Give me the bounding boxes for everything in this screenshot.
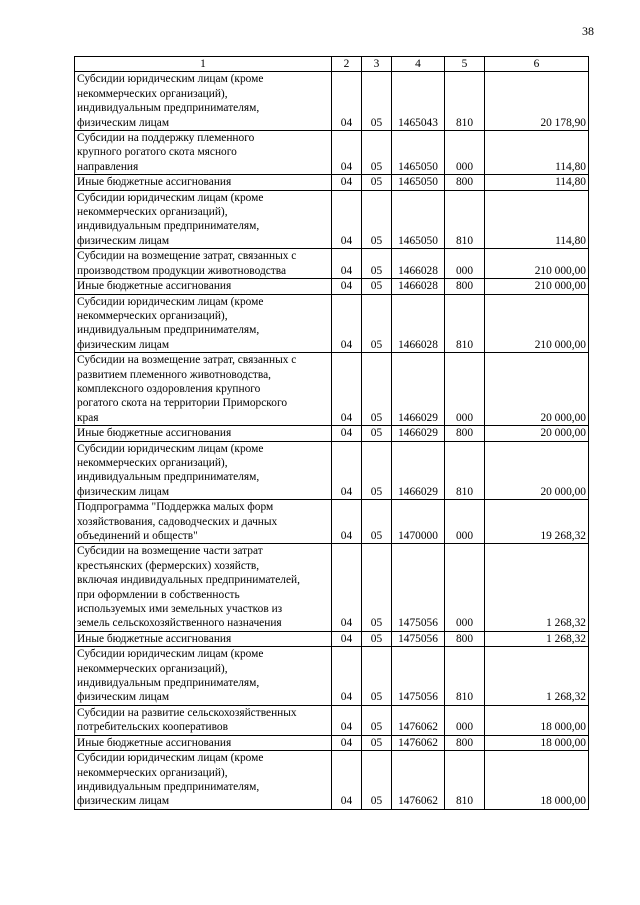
row-name: Иные бюджетные ассигнования xyxy=(75,631,332,646)
row-expense-type: 000 xyxy=(445,500,485,544)
table-row xyxy=(75,544,589,631)
table-row xyxy=(75,353,589,426)
row-amount: 20 000,00 xyxy=(485,353,589,426)
row-target-code: 1466029 xyxy=(392,426,445,441)
row-subsection: 05 xyxy=(362,353,392,426)
row-amount: 114,80 xyxy=(485,131,589,175)
row-subsection: 05 xyxy=(362,175,392,190)
table-row xyxy=(75,72,589,131)
row-section: 04 xyxy=(332,631,362,646)
row-name: Субсидии на развитие сельскохозяйственных потребительских кооперативов xyxy=(75,705,332,735)
row-name: Субсидии юридическим лицам (кроме некоммерческих организаций), индивидуальным предпринимателям, физическим лицам xyxy=(75,72,332,131)
row-target-code: 1476062 xyxy=(392,751,445,810)
row-subsection: 05 xyxy=(362,751,392,810)
row-name: Субсидии юридическим лицам (кроме некоммерческих организаций), индивидуальным предпринимателям, физическим лицам xyxy=(75,751,332,810)
row-subsection: 05 xyxy=(362,190,392,249)
row-target-code: 1465050 xyxy=(392,190,445,249)
row-subsection: 05 xyxy=(362,735,392,750)
row-amount: 210 000,00 xyxy=(485,249,589,279)
row-target-code: 1465043 xyxy=(392,72,445,131)
row-amount: 1 268,32 xyxy=(485,631,589,646)
table-row xyxy=(75,441,589,500)
row-amount: 114,80 xyxy=(485,175,589,190)
row-expense-type: 810 xyxy=(445,294,485,353)
table-header xyxy=(75,57,589,72)
row-expense-type: 800 xyxy=(445,175,485,190)
row-expense-type: 000 xyxy=(445,249,485,279)
row-section: 04 xyxy=(332,190,362,249)
header-cell-4: 4 xyxy=(392,57,445,72)
row-name: Иные бюджетные ассигнования xyxy=(75,426,332,441)
table-body xyxy=(75,72,589,809)
row-section: 04 xyxy=(332,279,362,294)
row-target-code: 1475056 xyxy=(392,647,445,706)
row-name: Субсидии на возмещение части затрат крестьянских (фермерских) хозяйств, включая индивидуальных предпринимателей, при оформлении в собственность используемых ими земельных участков из земель сельскохозяйственного назначения xyxy=(75,544,332,631)
row-section: 04 xyxy=(332,249,362,279)
header-cell-3: 3 xyxy=(362,57,392,72)
row-target-code: 1465050 xyxy=(392,131,445,175)
row-expense-type: 810 xyxy=(445,72,485,131)
row-amount: 1 268,32 xyxy=(485,647,589,706)
row-subsection: 05 xyxy=(362,279,392,294)
row-subsection: 05 xyxy=(362,426,392,441)
row-expense-type: 810 xyxy=(445,190,485,249)
row-target-code: 1466028 xyxy=(392,249,445,279)
row-section: 04 xyxy=(332,500,362,544)
row-target-code: 1475056 xyxy=(392,544,445,631)
budget-table xyxy=(74,56,589,810)
table-row xyxy=(75,751,589,810)
row-section: 04 xyxy=(332,353,362,426)
row-expense-type: 800 xyxy=(445,735,485,750)
row-subsection: 05 xyxy=(362,647,392,706)
row-name: Субсидии юридическим лицам (кроме некоммерческих организаций), индивидуальным предпринимателям, физическим лицам xyxy=(75,441,332,500)
row-expense-type: 000 xyxy=(445,131,485,175)
row-amount: 210 000,00 xyxy=(485,279,589,294)
row-amount: 18 000,00 xyxy=(485,705,589,735)
row-amount: 20 000,00 xyxy=(485,441,589,500)
row-subsection: 05 xyxy=(362,631,392,646)
row-expense-type: 000 xyxy=(445,705,485,735)
table-row xyxy=(75,735,589,750)
row-name: Субсидии на возмещение затрат, связанных с развитием племенного животноводства, комплексного оздоровления крупного рогатого скота на территории Приморского края xyxy=(75,353,332,426)
row-amount: 18 000,00 xyxy=(485,735,589,750)
row-amount: 1 268,32 xyxy=(485,544,589,631)
row-name: Субсидии на возмещение затрат, связанных с производством продукции животноводства xyxy=(75,249,332,279)
row-name: Субсидии юридическим лицам (кроме некоммерческих организаций), индивидуальным предпринимателям, физическим лицам xyxy=(75,647,332,706)
row-expense-type: 800 xyxy=(445,426,485,441)
table-row xyxy=(75,190,589,249)
row-amount: 114,80 xyxy=(485,190,589,249)
row-section: 04 xyxy=(332,441,362,500)
row-target-code: 1466028 xyxy=(392,279,445,294)
row-expense-type: 800 xyxy=(445,631,485,646)
row-section: 04 xyxy=(332,705,362,735)
header-cell-1: 1 xyxy=(75,57,332,72)
row-section: 04 xyxy=(332,426,362,441)
header-cell-5: 5 xyxy=(445,57,485,72)
row-name: Субсидии юридическим лицам (кроме некоммерческих организаций), индивидуальным предпринимателям, физическим лицам xyxy=(75,294,332,353)
row-name: Иные бюджетные ассигнования xyxy=(75,735,332,750)
row-expense-type: 000 xyxy=(445,544,485,631)
row-name: Иные бюджетные ассигнования xyxy=(75,175,332,190)
page-number: 38 xyxy=(582,24,594,38)
row-expense-type: 800 xyxy=(445,279,485,294)
row-section: 04 xyxy=(332,175,362,190)
row-subsection: 05 xyxy=(362,441,392,500)
row-target-code: 1475056 xyxy=(392,631,445,646)
row-section: 04 xyxy=(332,131,362,175)
row-section: 04 xyxy=(332,647,362,706)
header-cell-2: 2 xyxy=(332,57,362,72)
row-target-code: 1476062 xyxy=(392,705,445,735)
table-row xyxy=(75,249,589,279)
row-expense-type: 810 xyxy=(445,751,485,810)
table-row xyxy=(75,279,589,294)
header-row xyxy=(75,57,589,72)
table-row xyxy=(75,131,589,175)
row-section: 04 xyxy=(332,735,362,750)
row-subsection: 05 xyxy=(362,249,392,279)
row-target-code: 1476062 xyxy=(392,735,445,750)
row-name: Субсидии на поддержку племенного крупного рогатого скота мясного направления xyxy=(75,131,332,175)
table-row xyxy=(75,175,589,190)
row-section: 04 xyxy=(332,294,362,353)
row-subsection: 05 xyxy=(362,72,392,131)
row-subsection: 05 xyxy=(362,500,392,544)
row-amount: 18 000,00 xyxy=(485,751,589,810)
row-target-code: 1470000 xyxy=(392,500,445,544)
row-section: 04 xyxy=(332,751,362,810)
row-section: 04 xyxy=(332,544,362,631)
row-section: 04 xyxy=(332,72,362,131)
row-amount: 19 268,32 xyxy=(485,500,589,544)
table-row xyxy=(75,500,589,544)
row-target-code: 1466029 xyxy=(392,353,445,426)
row-name: Подпрограмма "Поддержка малых форм хозяйствования, садоводческих и дачных объединений и обществ" xyxy=(75,500,332,544)
header-cell-6: 6 xyxy=(485,57,589,72)
row-name: Субсидии юридическим лицам (кроме некоммерческих организаций), индивидуальным предпринимателям, физическим лицам xyxy=(75,190,332,249)
row-subsection: 05 xyxy=(362,544,392,631)
row-subsection: 05 xyxy=(362,131,392,175)
row-amount: 20 000,00 xyxy=(485,426,589,441)
row-expense-type: 000 xyxy=(445,353,485,426)
row-expense-type: 810 xyxy=(445,441,485,500)
row-target-code: 1466028 xyxy=(392,294,445,353)
row-amount: 20 178,90 xyxy=(485,72,589,131)
row-target-code: 1465050 xyxy=(392,175,445,190)
table-row xyxy=(75,647,589,706)
row-target-code: 1466029 xyxy=(392,441,445,500)
row-subsection: 05 xyxy=(362,294,392,353)
row-subsection: 05 xyxy=(362,705,392,735)
table-row xyxy=(75,426,589,441)
table-row xyxy=(75,294,589,353)
table-row xyxy=(75,705,589,735)
row-amount: 210 000,00 xyxy=(485,294,589,353)
table-row xyxy=(75,631,589,646)
row-name: Иные бюджетные ассигнования xyxy=(75,279,332,294)
row-expense-type: 810 xyxy=(445,647,485,706)
